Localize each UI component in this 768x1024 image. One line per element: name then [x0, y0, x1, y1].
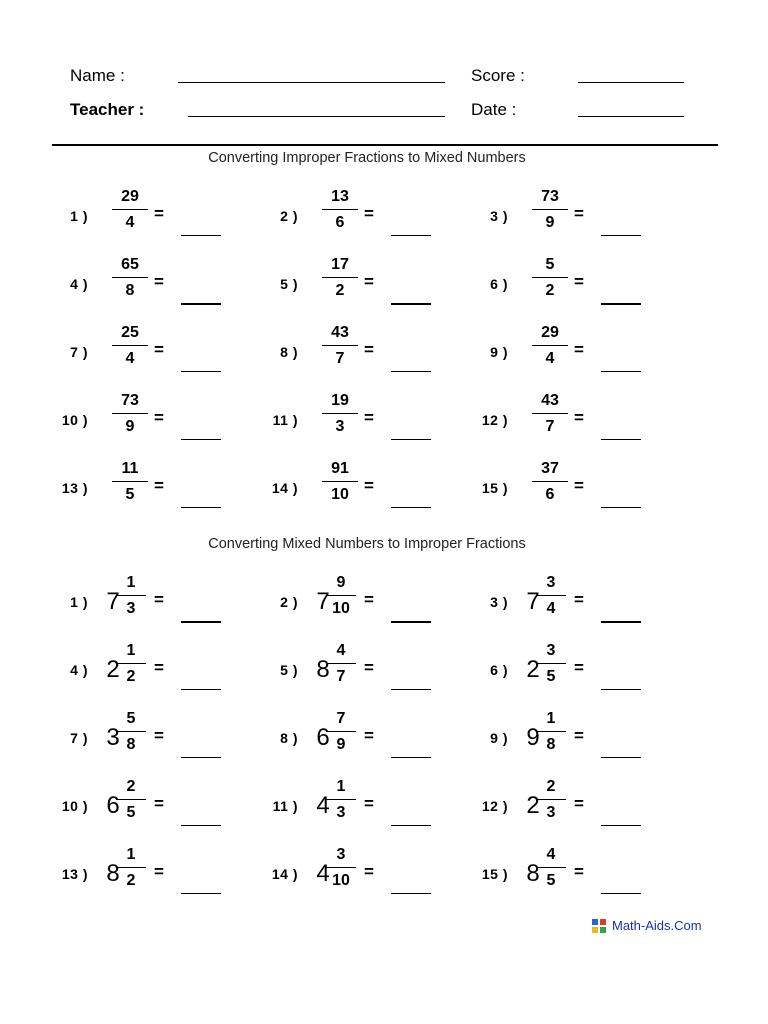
answer-blank[interactable] — [601, 825, 641, 826]
fraction — [326, 845, 356, 891]
equals-sign: = — [574, 862, 584, 881]
fraction-bar — [536, 731, 566, 732]
equals-sign: = — [154, 340, 164, 359]
improper-problem — [52, 323, 282, 383]
improper-problem — [262, 255, 492, 315]
fraction-numerator: 29 — [121, 188, 139, 205]
improper-problem — [52, 459, 282, 519]
fraction-bar — [532, 481, 568, 482]
whole-number: 8 — [316, 656, 330, 683]
fraction — [322, 459, 358, 505]
fraction-denominator: 4 — [545, 350, 555, 367]
improper-problem — [472, 391, 702, 451]
fraction-numerator: 4 — [546, 846, 556, 863]
problem-number: 6 ) — [490, 662, 508, 678]
fraction-numerator: 5 — [545, 256, 555, 273]
fraction-bar — [322, 209, 358, 210]
fraction-numerator: 9 — [336, 574, 346, 591]
answer-blank[interactable] — [181, 507, 221, 508]
logo-square — [600, 927, 606, 933]
fraction-bar — [326, 663, 356, 664]
fraction-bar — [322, 345, 358, 346]
answer-blank[interactable] — [391, 893, 431, 894]
section2-title: Converting Mixed Numbers to Improper Fractions — [208, 536, 526, 552]
whole-number: 6 — [316, 724, 330, 751]
mixed-problem — [52, 573, 282, 633]
fraction — [112, 187, 148, 233]
footer-text: Math-Aids.Com — [612, 918, 702, 933]
answer-blank[interactable] — [181, 825, 221, 826]
fraction-numerator: 1 — [126, 574, 136, 591]
whole-number: 8 — [526, 860, 540, 887]
answer-blank[interactable] — [391, 439, 431, 440]
fraction-denominator: 2 — [335, 282, 345, 299]
fraction — [536, 777, 566, 823]
answer-blank[interactable] — [391, 303, 431, 305]
equals-sign: = — [154, 590, 164, 609]
fraction-denominator: 6 — [545, 486, 555, 503]
answer-blank[interactable] — [391, 689, 431, 690]
fraction-numerator: 4 — [336, 642, 346, 659]
whole-number: 7 — [106, 588, 120, 615]
fraction — [326, 641, 356, 687]
mixed-problem — [262, 573, 492, 633]
footer-brand[interactable] — [592, 918, 702, 933]
whole-number: 4 — [316, 860, 330, 887]
fraction-denominator: 10 — [332, 872, 350, 889]
fraction — [116, 573, 146, 619]
fraction-denominator: 8 — [126, 736, 136, 753]
fraction-denominator: 9 — [545, 214, 555, 231]
improper-problem — [472, 255, 702, 315]
logo-square — [592, 927, 598, 933]
fraction — [536, 573, 566, 619]
fraction — [326, 709, 356, 755]
improper-problem — [472, 459, 702, 519]
answer-blank[interactable] — [601, 689, 641, 690]
fraction-denominator: 4 — [125, 350, 135, 367]
problem-number: 10 ) — [61, 412, 88, 428]
fraction-numerator: 11 — [121, 460, 139, 477]
fraction — [532, 255, 568, 301]
fraction-bar — [322, 277, 358, 278]
answer-blank[interactable] — [601, 507, 641, 508]
problem-number: 12 ) — [481, 798, 508, 814]
fraction-numerator: 3 — [546, 574, 556, 591]
answer-blank[interactable] — [181, 893, 221, 894]
fraction-numerator: 73 — [541, 188, 559, 205]
teacher-line — [188, 116, 445, 117]
equals-sign: = — [364, 340, 374, 359]
answer-blank[interactable] — [601, 621, 641, 623]
fraction-denominator: 4 — [546, 600, 556, 617]
equals-sign: = — [364, 272, 374, 291]
whole-number: 9 — [526, 724, 540, 751]
fraction-bar — [536, 799, 566, 800]
mixed-problem — [262, 641, 492, 701]
answer-blank[interactable] — [391, 825, 431, 826]
equals-sign: = — [364, 204, 374, 223]
fraction-numerator: 37 — [541, 460, 559, 477]
improper-problem — [472, 187, 702, 247]
name-line — [178, 82, 445, 83]
fraction-bar — [532, 345, 568, 346]
problem-number: 3 ) — [490, 594, 508, 610]
logo-square — [600, 919, 606, 925]
equals-sign: = — [364, 726, 374, 745]
improper-problem — [52, 255, 282, 315]
mixed-problem — [472, 845, 702, 905]
fraction-bar — [322, 413, 358, 414]
fraction — [532, 459, 568, 505]
whole-number: 6 — [106, 792, 120, 819]
fraction-numerator: 65 — [121, 256, 139, 273]
fraction-numerator: 1 — [546, 710, 556, 727]
header-rule — [52, 144, 718, 146]
equals-sign: = — [154, 862, 164, 881]
problem-number: 14 ) — [271, 480, 298, 496]
mixed-problem — [472, 641, 702, 701]
problem-number: 7 ) — [70, 730, 88, 746]
answer-blank[interactable] — [181, 303, 221, 305]
fraction-bar — [112, 345, 148, 346]
answer-blank[interactable] — [391, 507, 431, 508]
equals-sign: = — [364, 590, 374, 609]
mixed-problem — [472, 777, 702, 837]
fraction — [536, 845, 566, 891]
fraction-numerator: 13 — [331, 188, 349, 205]
equals-sign: = — [154, 658, 164, 677]
answer-blank[interactable] — [391, 235, 431, 236]
problem-number: 6 ) — [490, 276, 508, 292]
score-label: Score : — [471, 66, 525, 85]
fraction-denominator: 5 — [546, 668, 556, 685]
date-label: Date : — [471, 100, 517, 119]
fraction-denominator: 10 — [332, 600, 350, 617]
fraction-numerator: 2 — [546, 778, 556, 795]
problem-number: 15 ) — [481, 866, 508, 882]
problem-number: 7 ) — [70, 344, 88, 360]
mixed-problem — [52, 845, 282, 905]
fraction-denominator: 4 — [125, 214, 135, 231]
improper-problem — [262, 187, 492, 247]
mixed-problem — [262, 709, 492, 769]
section1-title: Converting Improper Fractions to Mixed Numbers — [208, 150, 526, 166]
equals-sign: = — [574, 658, 584, 677]
mixed-problem — [262, 777, 492, 837]
fraction — [536, 641, 566, 687]
fraction-bar — [112, 481, 148, 482]
problem-number: 15 ) — [481, 480, 508, 496]
answer-blank[interactable] — [391, 757, 431, 758]
equals-sign: = — [574, 794, 584, 813]
answer-blank[interactable] — [181, 757, 221, 758]
fraction-denominator: 3 — [335, 418, 345, 435]
answer-blank[interactable] — [601, 371, 641, 372]
fraction-bar — [116, 731, 146, 732]
fraction — [112, 459, 148, 505]
fraction-bar — [116, 595, 146, 596]
fraction-bar — [536, 595, 566, 596]
mixed-problem — [262, 845, 492, 905]
fraction — [116, 777, 146, 823]
problem-number: 9 ) — [490, 344, 508, 360]
whole-number: 2 — [526, 792, 540, 819]
problem-number: 8 ) — [280, 344, 298, 360]
problem-number: 2 ) — [280, 594, 298, 610]
date-line — [578, 116, 684, 117]
fraction — [536, 709, 566, 755]
fraction-denominator: 3 — [546, 804, 556, 821]
equals-sign: = — [364, 476, 374, 495]
answer-blank[interactable] — [181, 371, 221, 372]
fraction-denominator: 7 — [545, 418, 555, 435]
fraction-denominator: 8 — [546, 736, 556, 753]
equals-sign: = — [154, 726, 164, 745]
fraction-denominator: 2 — [545, 282, 555, 299]
fraction — [112, 323, 148, 369]
whole-number: 2 — [526, 656, 540, 683]
equals-sign: = — [574, 726, 584, 745]
fraction-bar — [532, 413, 568, 414]
fraction — [532, 391, 568, 437]
equals-sign: = — [154, 476, 164, 495]
fraction-numerator: 73 — [121, 392, 139, 409]
score-line — [578, 82, 684, 83]
fraction-denominator: 7 — [336, 668, 346, 685]
mixed-problem — [52, 709, 282, 769]
problem-number: 11 ) — [272, 798, 298, 814]
equals-sign: = — [574, 408, 584, 427]
fraction — [112, 255, 148, 301]
problem-number: 5 ) — [280, 276, 298, 292]
fraction-bar — [536, 663, 566, 664]
problem-number: 4 ) — [70, 276, 88, 292]
fraction — [322, 255, 358, 301]
problem-number: 5 ) — [280, 662, 298, 678]
fraction-numerator: 3 — [546, 642, 556, 659]
answer-blank[interactable] — [391, 621, 431, 623]
equals-sign: = — [574, 590, 584, 609]
fraction-numerator: 2 — [126, 778, 136, 795]
answer-blank[interactable] — [601, 757, 641, 758]
fraction-numerator: 91 — [331, 460, 349, 477]
fraction — [112, 391, 148, 437]
problem-number: 9 ) — [490, 730, 508, 746]
whole-number: 2 — [106, 656, 120, 683]
problem-number: 10 ) — [61, 798, 88, 814]
mixed-problem — [472, 709, 702, 769]
fraction-bar — [536, 867, 566, 868]
fraction — [116, 641, 146, 687]
fraction-bar — [112, 277, 148, 278]
fraction-denominator: 5 — [126, 804, 136, 821]
answer-blank[interactable] — [601, 893, 641, 894]
fraction-denominator: 9 — [125, 418, 135, 435]
fraction-numerator: 3 — [336, 846, 346, 863]
improper-problem — [472, 323, 702, 383]
whole-number: 8 — [106, 860, 120, 887]
fraction-denominator: 7 — [335, 350, 345, 367]
answer-blank[interactable] — [601, 303, 641, 305]
fraction — [322, 323, 358, 369]
fraction-denominator: 10 — [331, 486, 349, 503]
problem-number: 12 ) — [481, 412, 508, 428]
fraction-numerator: 17 — [331, 256, 349, 273]
problem-number: 13 ) — [61, 866, 88, 882]
problem-number: 8 ) — [280, 730, 298, 746]
fraction-bar — [326, 731, 356, 732]
equals-sign: = — [574, 204, 584, 223]
problem-number: 1 ) — [70, 594, 88, 610]
fraction-numerator: 19 — [331, 392, 349, 409]
whole-number: 3 — [106, 724, 120, 751]
fraction-bar — [116, 799, 146, 800]
mixed-problem — [52, 777, 282, 837]
equals-sign: = — [154, 272, 164, 291]
problem-number: 13 ) — [61, 480, 88, 496]
fraction-numerator: 29 — [541, 324, 559, 341]
fraction-bar — [532, 277, 568, 278]
whole-number: 7 — [316, 588, 330, 615]
fraction-bar — [112, 413, 148, 414]
fraction-numerator: 1 — [126, 642, 136, 659]
fraction — [532, 187, 568, 233]
mixed-problem — [472, 573, 702, 633]
fraction-bar — [116, 867, 146, 868]
answer-blank[interactable] — [181, 235, 221, 236]
fraction-numerator: 43 — [331, 324, 349, 341]
answer-blank[interactable] — [391, 371, 431, 372]
fraction — [116, 845, 146, 891]
fraction-denominator: 9 — [336, 736, 346, 753]
teacher-label: Teacher : — [70, 100, 145, 119]
fraction-bar — [326, 867, 356, 868]
fraction-numerator: 7 — [336, 710, 346, 727]
equals-sign: = — [364, 794, 374, 813]
answer-blank[interactable] — [601, 439, 641, 440]
name-label: Name : — [70, 66, 125, 85]
fraction-numerator: 43 — [541, 392, 559, 409]
fraction-denominator: 5 — [125, 486, 135, 503]
equals-sign: = — [154, 794, 164, 813]
fraction-bar — [532, 209, 568, 210]
mixed-problem — [52, 641, 282, 701]
problem-number: 3 ) — [490, 208, 508, 224]
equals-sign: = — [154, 408, 164, 427]
fraction — [326, 573, 356, 619]
problem-number: 2 ) — [280, 208, 298, 224]
answer-blank[interactable] — [181, 621, 221, 623]
fraction-denominator: 2 — [126, 668, 136, 685]
problem-number: 11 ) — [272, 412, 298, 428]
answer-blank[interactable] — [181, 439, 221, 440]
improper-problem — [52, 187, 282, 247]
math-aids-logo-icon — [592, 919, 606, 933]
fraction-bar — [326, 595, 356, 596]
equals-sign: = — [364, 862, 374, 881]
fraction-numerator: 25 — [121, 324, 139, 341]
problem-number: 4 ) — [70, 662, 88, 678]
fraction-denominator: 6 — [335, 214, 345, 231]
problem-number: 14 ) — [271, 866, 298, 882]
fraction-numerator: 1 — [336, 778, 346, 795]
whole-number: 7 — [526, 588, 540, 615]
fraction-bar — [322, 481, 358, 482]
fraction-denominator: 8 — [125, 282, 135, 299]
answer-blank[interactable] — [601, 235, 641, 236]
equals-sign: = — [364, 658, 374, 677]
fraction-denominator: 5 — [546, 872, 556, 889]
improper-problem — [262, 323, 492, 383]
equals-sign: = — [574, 476, 584, 495]
answer-blank[interactable] — [181, 689, 221, 690]
fraction-numerator: 5 — [126, 710, 136, 727]
problem-number: 1 ) — [70, 208, 88, 224]
improper-problem — [262, 391, 492, 451]
fraction — [322, 187, 358, 233]
fraction-denominator: 2 — [126, 872, 136, 889]
fraction — [326, 777, 356, 823]
fraction-denominator: 3 — [336, 804, 346, 821]
equals-sign: = — [574, 272, 584, 291]
fraction-numerator: 1 — [126, 846, 136, 863]
improper-problem — [262, 459, 492, 519]
fraction — [116, 709, 146, 755]
equals-sign: = — [364, 408, 374, 427]
fraction-denominator: 3 — [126, 600, 136, 617]
logo-square — [592, 919, 598, 925]
whole-number: 4 — [316, 792, 330, 819]
fraction — [322, 391, 358, 437]
equals-sign: = — [154, 204, 164, 223]
fraction-bar — [116, 663, 146, 664]
improper-problem — [52, 391, 282, 451]
fraction-bar — [112, 209, 148, 210]
fraction-bar — [326, 799, 356, 800]
equals-sign: = — [574, 340, 584, 359]
fraction — [532, 323, 568, 369]
